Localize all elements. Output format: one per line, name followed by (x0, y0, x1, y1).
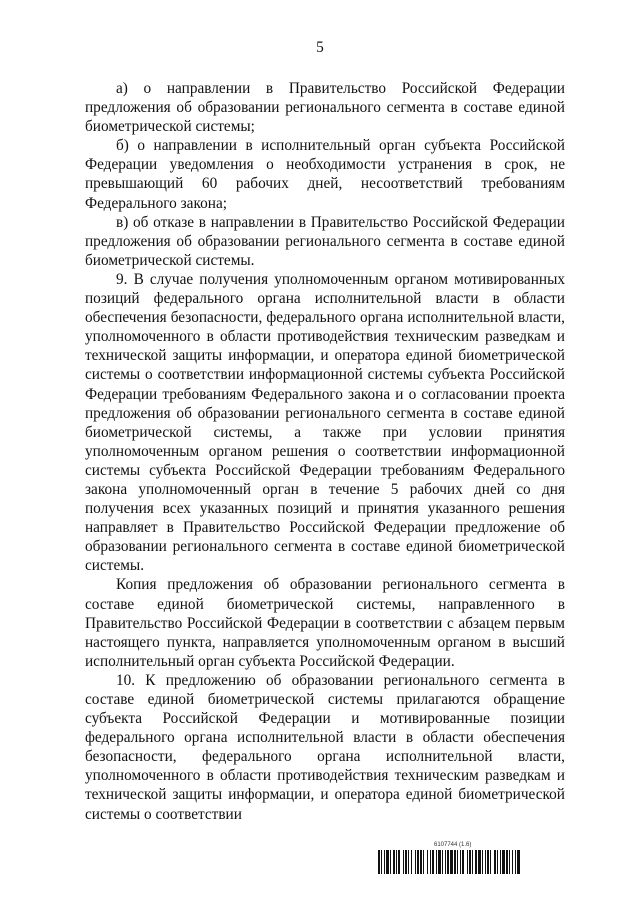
paragraph-a: а) о направлении в Правительство Российской Федерации предложения об образовании регионального сегмента в составе единой биометрической системы; (85, 80, 565, 136)
paragraph-10: 10. К предложению об образовании регионального сегмента в составе единой биометрической системы прилагаются обращение субъекта Российской Федерации и мотивированные позиции федерального органа исполнительной власти в области обеспечения безопасности, федерального органа исполнительной власти, уполномоченного в области противодействия техническим разведкам и технической защиты информации, и оператора единой биометрической системы о соответствии (85, 671, 565, 823)
paragraph-c: в) об отказе в направлении в Правительство Российской Федерации предложения об образовании регионального сегмента в составе единой биометрической системы. (85, 213, 565, 269)
paragraph-b: б) о направлении в исполнительный орган субъекта Российской Федерации уведомления о необходимости устранения в срок, не превышающий 60 рабочих дней, несоответствий требованиям Федерального закона; (85, 137, 565, 212)
barcode-image (378, 850, 564, 874)
page-number: 5 (316, 39, 324, 56)
document-code: 6107744 (1.6) (434, 842, 472, 848)
paragraph-9-copy: Копия предложения об образовании регионального сегмента в составе единой биометрической системы, направленного в Правительство Российской Федерации в соответствии с абзацем первым настоящего пункта, направляется уполномоченным органом в высший исполнительный орган субъекта Российской Федерации. (85, 576, 565, 670)
document-body (85, 79, 565, 824)
paragraph-9: 9. В случае получения уполномоченным органом мотивированных позиций федерального органа исполнительной власти в области обеспечения безопасности, федерального органа исполнительной власти, уполномоченного в области противодействия техническим разведкам и технической защиты информации, и оператора единой биометрической системы о соответствии информационной системы субъекта Российской Федерации требованиям Федерального закона и о согласовании проекта предложения об образовании регионального сегмента в составе единой биометрической системы, а также при условии принятия уполномоченным органом решения о соответствии информационной системы субъекта Российской Федерации требованиям Федерального закона уполномоченный орган в течение 5 рабочих дней со дня получения всех указанных позиций и принятия указанного решения направляет в Правительство Российской Федерации предложение об образовании регионального сегмента в составе единой биометрической системы. (85, 270, 565, 575)
